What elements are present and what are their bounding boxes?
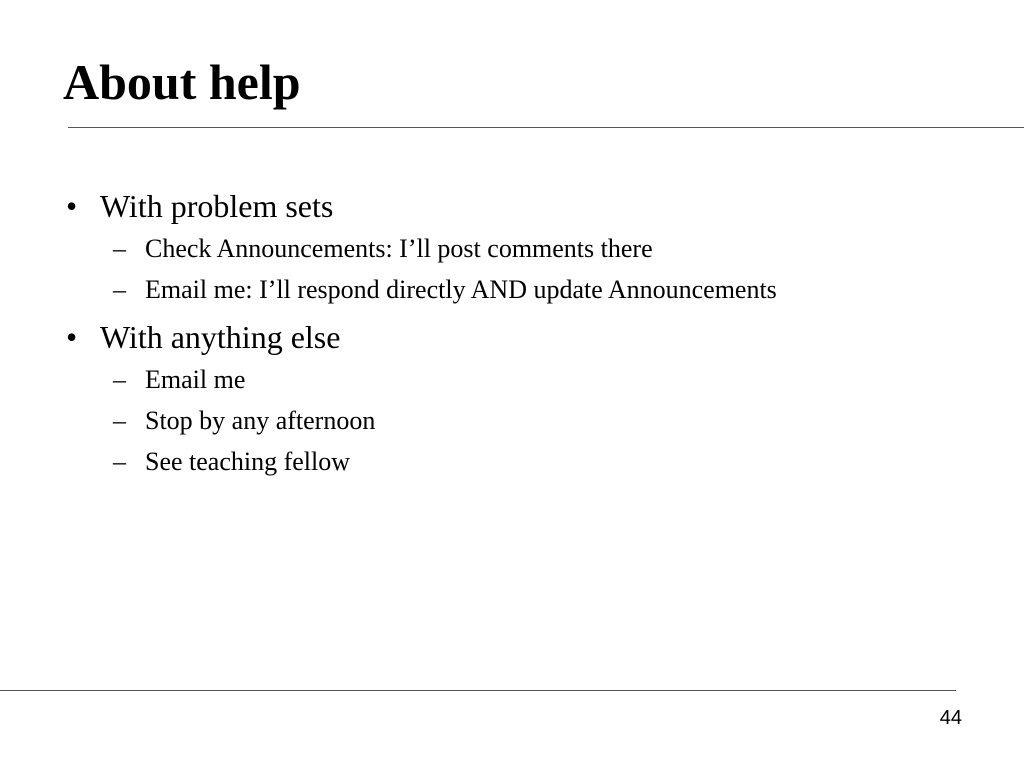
bullet-text: With problem sets <box>100 188 334 224</box>
sub-text: Email me <box>145 365 246 394</box>
dash-marker: – <box>113 406 126 435</box>
slide-title: About help <box>63 54 301 110</box>
footer-divider <box>0 690 956 691</box>
sub-item <box>113 233 653 265</box>
sub-text: Check Announcements: I’ll post comments there <box>145 234 653 263</box>
dash-marker: – <box>113 275 126 304</box>
sub-text: See teaching fellow <box>145 447 351 476</box>
sub-item <box>113 364 245 396</box>
dash-marker: – <box>113 234 126 263</box>
sub-item <box>113 446 350 478</box>
title-divider <box>68 127 1024 128</box>
bullet-item <box>66 186 333 226</box>
sub-text: Stop by any afternoon <box>145 406 376 435</box>
bullet-text: With anything else <box>100 319 341 355</box>
page-number: 44 <box>939 707 962 729</box>
dash-marker: – <box>113 447 126 476</box>
bullet-marker: • <box>66 188 78 224</box>
sub-item <box>113 405 375 437</box>
sub-item <box>113 274 777 306</box>
bullet-item <box>66 317 340 357</box>
sub-text: Email me: I’ll respond directly AND update Announcements <box>145 275 777 304</box>
dash-marker: – <box>113 365 126 394</box>
bullet-marker: • <box>66 319 78 355</box>
